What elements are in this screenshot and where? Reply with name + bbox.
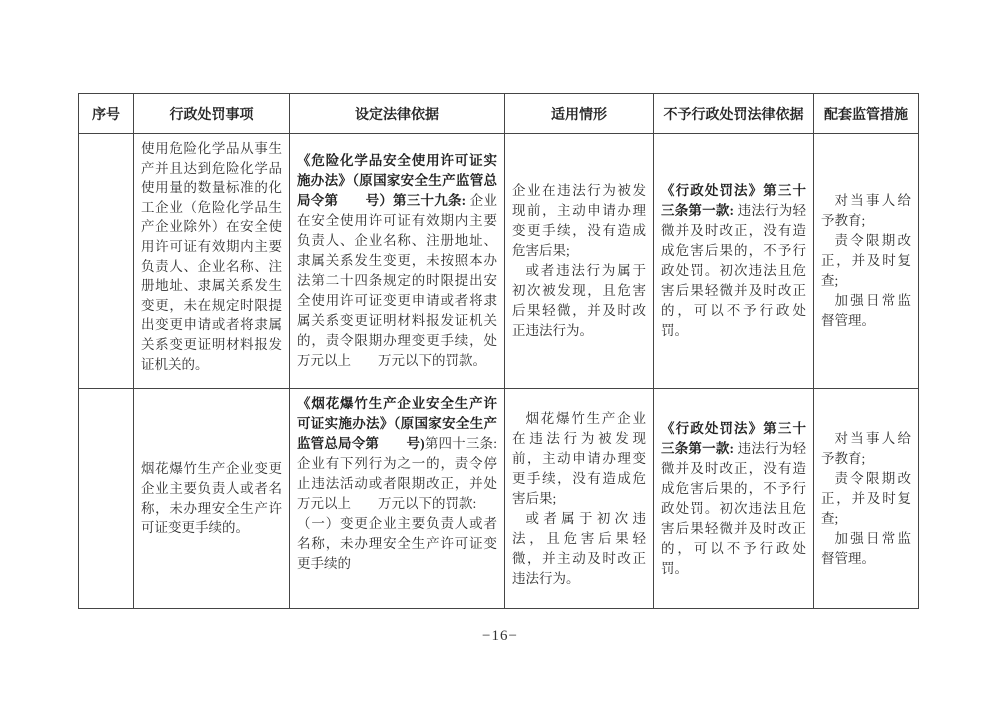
legal-basis-text (297, 151, 524, 371)
legal-basis-body: 企业在安全使用许可证有效期内主要负责人、企业名称、注册地址、隶属关系发生变更，未按照本办法第二十四条规定的时限提出安全使用许可证变更申请或者将隶属关系变更证明材料报发证机关的，责令限期办理变更手续，处 万元以上 万元以下的罚款。 (297, 193, 524, 368)
page-number: −16− (482, 628, 518, 644)
applicable-situation-cell (505, 389, 654, 609)
measure-item: 对当事人给予教育; (821, 430, 911, 466)
legal-basis-citation: 《危险化学品安全使用许可证实施办法》（原国家安全生产监管总局令第 号）第三十九条: (297, 153, 497, 208)
no-penalty-citation: 《行政处罚法》第三十三条第一款: (661, 183, 806, 218)
no-penalty-citation: 《行政处罚法》第三十三条第一款: (661, 420, 806, 456)
col-header-supporting-measures: 配套监管措施 (814, 94, 919, 134)
legal-basis-cell (290, 134, 524, 389)
serial-cell (79, 389, 134, 609)
no-penalty-basis-cell (654, 134, 814, 389)
supporting-measures-cell (814, 389, 919, 609)
measure-item: 责令限期改正，并及时复查; (821, 470, 911, 526)
no-penalty-basis-text (661, 181, 806, 341)
applicable-paragraph: 或者违法行为属于初次被发现，且危害后果轻微，并及时改正违法行为。 (512, 263, 646, 338)
penalty-item-text: 使用危险化学品从事生产并且达到危险化学品使用量的数量标准的化工企业（危险化学品生产企业除外）在安全使用许可证有效期内主要负责人、企业名称、注册地址、隶属关系发生变更，未在规定时限提出变更申请或者将隶属关系变更证明材料报发证机关的。 (141, 141, 282, 372)
applicable-paragraph: 烟花爆竹生产企业在违法行为被发现前，主动申请办理变更手续，没有造成危害后果; (512, 410, 646, 506)
legal-basis-text (297, 394, 524, 514)
no-penalty-basis-cell (654, 389, 814, 609)
serial-cell (79, 134, 134, 389)
penalty-item-cell (134, 134, 290, 389)
penalty-item-cell (134, 389, 290, 609)
measure-item: 加强日常监督管理。 (821, 530, 911, 566)
measure-item: 责令限期改正，并及时复查; (821, 233, 911, 288)
applicable-situation-cell (505, 134, 654, 389)
table-row (79, 389, 919, 609)
col-header-applicable-situation: 适用情形 (505, 94, 654, 134)
col-header-serial: 序号 (79, 94, 134, 134)
penalty-table (78, 93, 919, 609)
no-penalty-body: 违法行为轻微并及时改正，没有造成危害后果的，不予行政处罚。初次违法且危害后果轻微并及时改正的，可以不予行政处罚。 (661, 440, 807, 576)
legal-basis-body: 第四十三条: 企业有下列行为之一的，责令停止违法活动或者限期改正，并处 万元以上 万元以下的罚款: (297, 436, 524, 511)
legal-basis-list-item: （一）变更企业主要负责人或者名称，未办理安全生产许可证变更手续的 (297, 516, 497, 571)
supporting-measures-cell (814, 134, 919, 389)
table-header-row (79, 94, 919, 134)
col-header-penalty-item: 行政处罚事项 (134, 94, 290, 134)
penalty-item-text: 烟花爆竹生产企业变更企业主要负责人或者名称，未办理安全生产许可证变更手续的。 (141, 461, 282, 536)
col-header-legal-basis: 设定法律依据 (290, 94, 505, 134)
col-header-no-penalty-basis: 不予行政处罚法律依据 (654, 94, 814, 134)
measure-item: 加强日常监督管理。 (821, 293, 911, 328)
no-penalty-basis-text (661, 419, 806, 579)
table-row (79, 134, 919, 389)
measure-item: 对当事人给予教育; (821, 193, 911, 228)
legal-basis-cell (290, 389, 524, 609)
applicable-paragraph: 企业在违法行为被发现前，主动申请办理变更手续，没有造成危害后果; (512, 183, 646, 258)
applicable-paragraph: 或者属于初次违法，且危害后果轻微，并主动及时改正违法行为。 (512, 510, 646, 586)
no-penalty-body: 违法行为轻微并及时改正，没有造成危害后果的，不予行政处罚。初次违法且危害后果轻微并及时改正的，可以不予行政处罚。 (661, 203, 807, 338)
legal-basis-citation: 《烟花爆竹生产企业安全生产许可证实施办法》（原国家安全生产监管总局令第 号) (297, 396, 497, 451)
